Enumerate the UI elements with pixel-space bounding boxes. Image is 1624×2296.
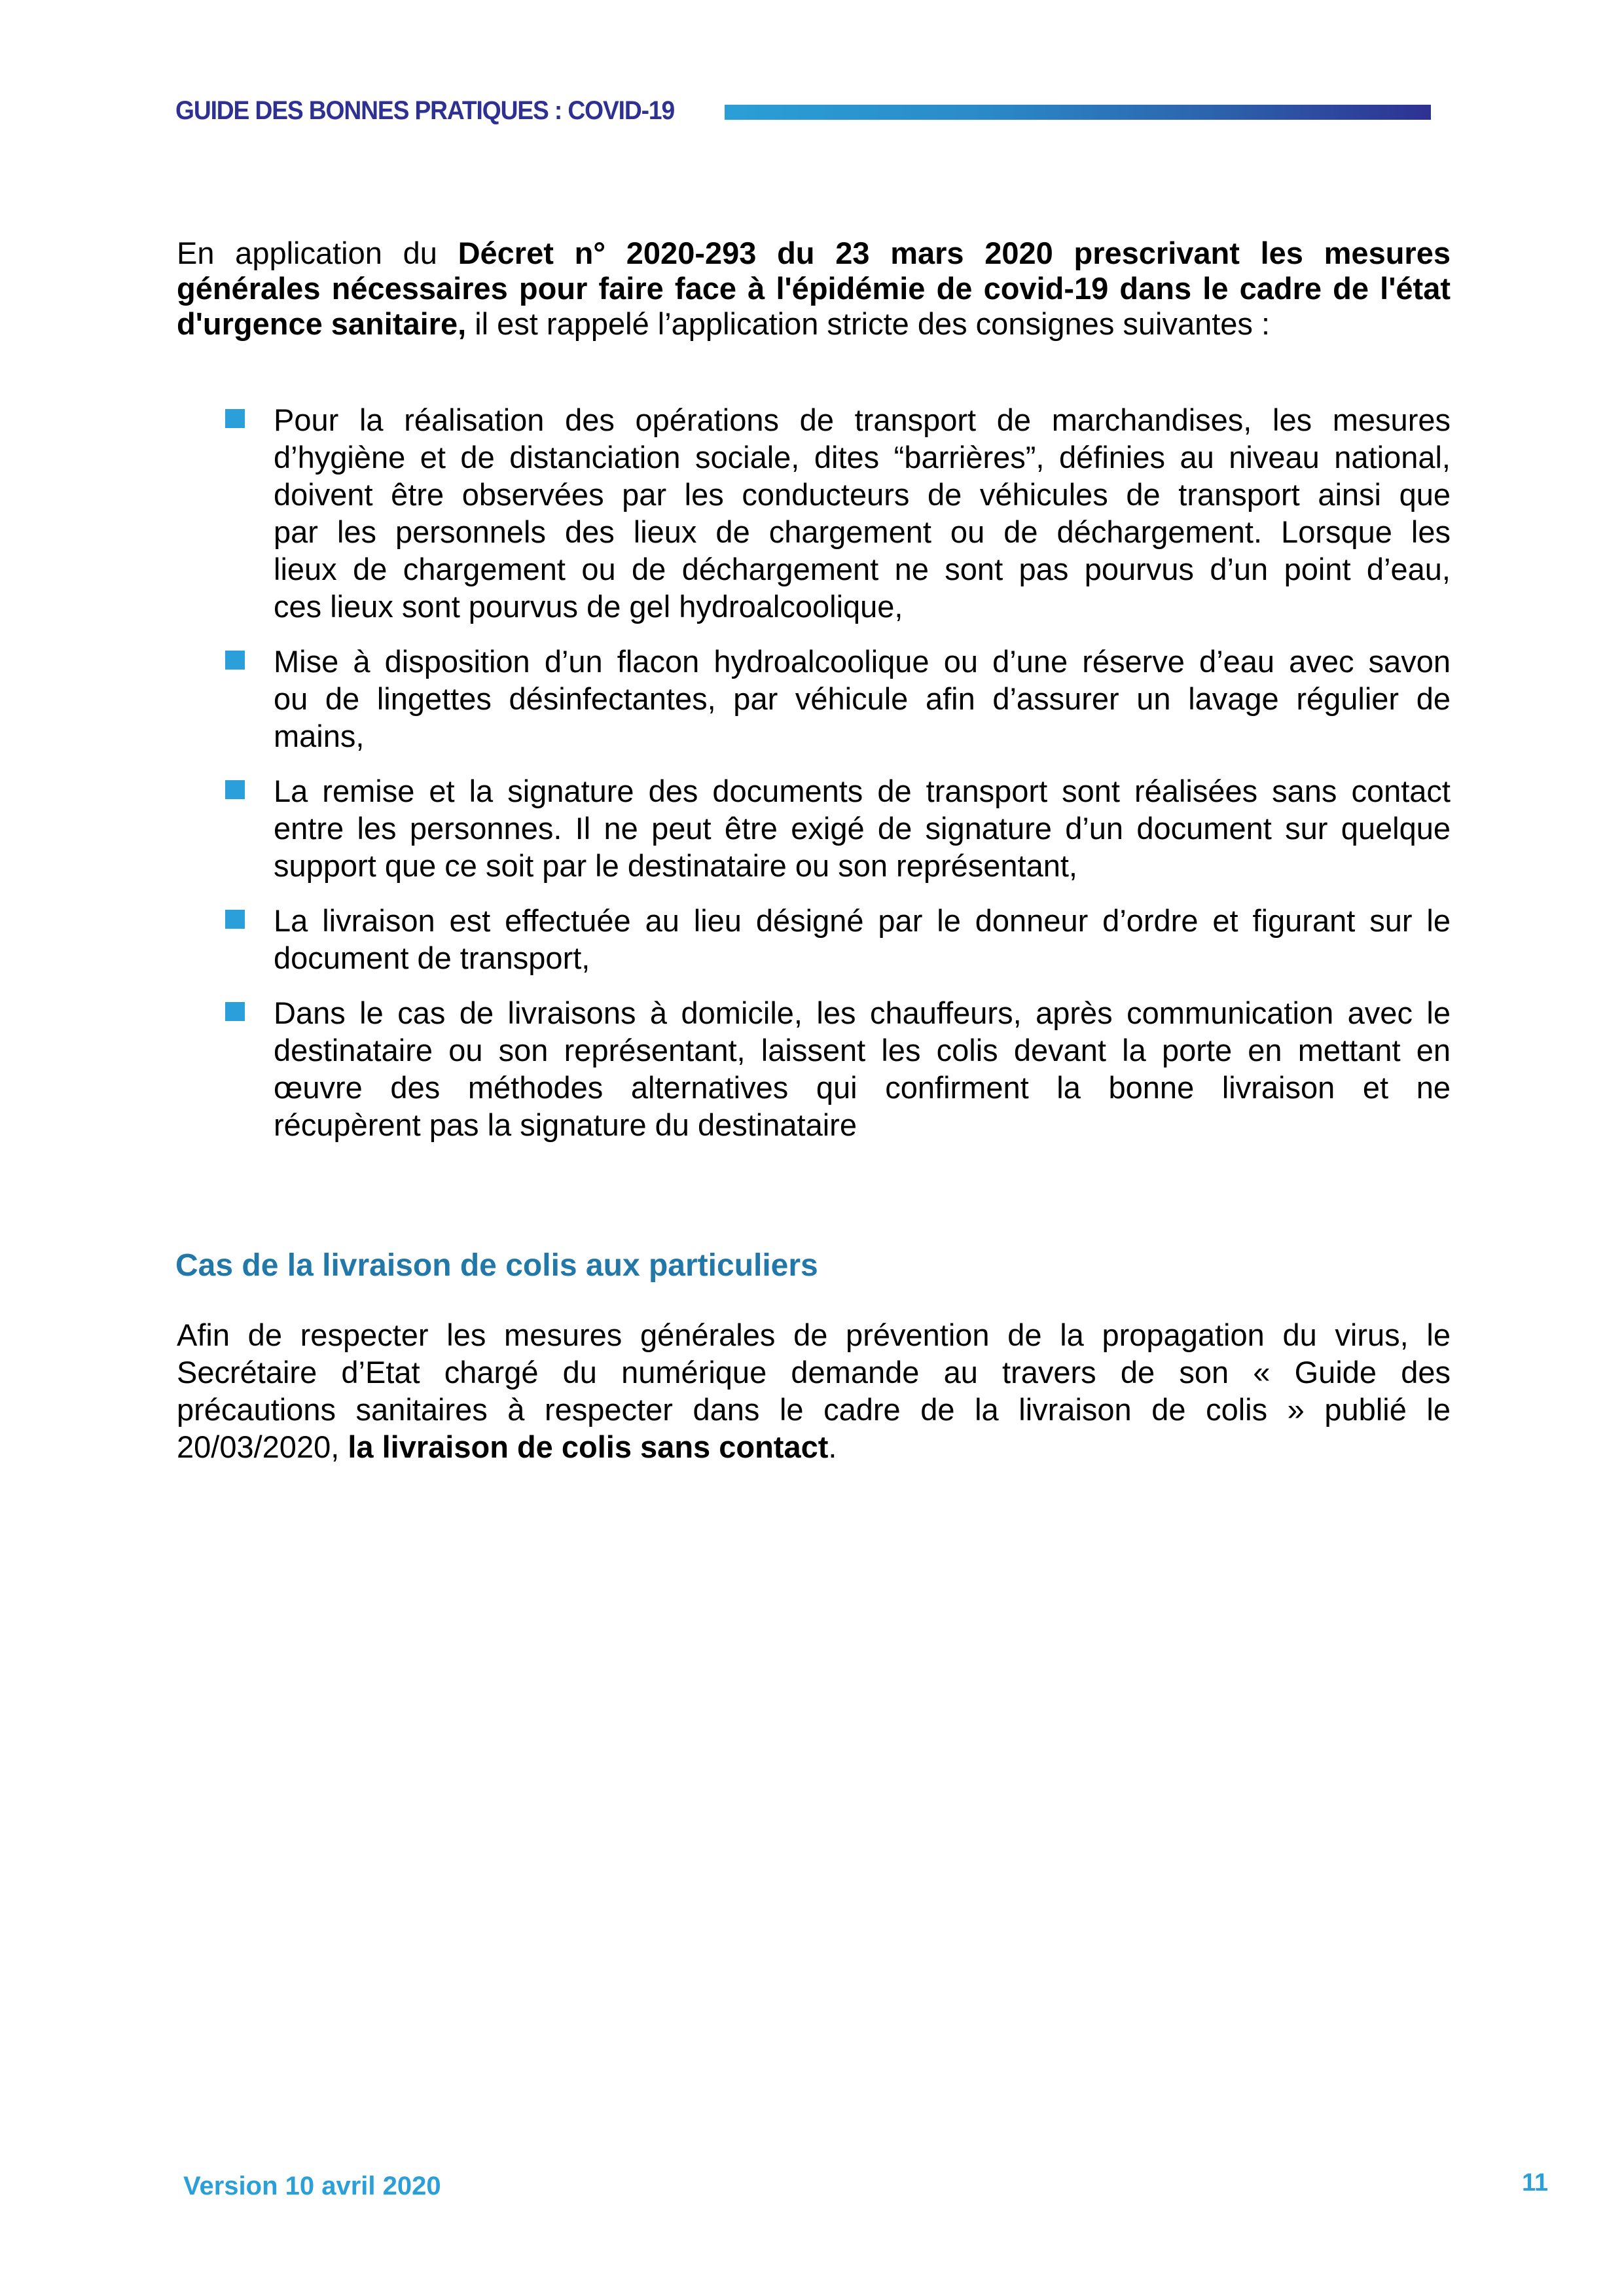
list-item-line: entre les personnes. Il ne peut être exigé de signature d’un document sur quelque (274, 811, 1451, 846)
list-item (225, 643, 1451, 755)
list-item-line: par les personnels des lieux de chargement ou de déchargement. Lorsque les (274, 514, 1451, 549)
paragraph-line (177, 1391, 1451, 1428)
paragraph-text: 20/03/2020, (177, 1429, 348, 1464)
page-number: 11 (1522, 2169, 1549, 2197)
list-item-line: ces lieux sont pourvus de gel hydroalcoolique, (274, 589, 903, 624)
paragraph-line (177, 1354, 1451, 1391)
paragraph-text: Afin de respecter les mesures générales de prévention de la propagation du virus, le (177, 1318, 1451, 1352)
intro-text: En application du (177, 236, 458, 270)
square-bullet-icon (225, 780, 245, 799)
paragraph-line (177, 1428, 1451, 1465)
emphasis-text: la livraison de colis sans contact (348, 1429, 829, 1464)
list-item-line: lieux de chargement ou de déchargement ne sont pas pourvus d’un point d’eau, (274, 552, 1451, 586)
list-item-line: œuvre des méthodes alternatives qui confirment la bonne livraison et ne (274, 1070, 1451, 1105)
list-item (225, 902, 1451, 977)
list-item-line: support que ce soit par le destinataire ou son représentant, (274, 848, 1077, 883)
list-item-line: Mise à disposition d’un flacon hydroalcoolique ou d’une réserve d’eau avec savon (274, 644, 1451, 679)
section-paragraph (177, 1316, 1451, 1465)
paragraph-text: précautions sanitaires à respecter dans le cadre de la livraison de colis » publié le (177, 1392, 1451, 1427)
square-bullet-icon (225, 1002, 245, 1021)
list-item-line: Pour la réalisation des opérations de transport de marchandises, les mesures (274, 403, 1451, 437)
square-bullet-icon (225, 910, 245, 929)
list-item-line: La remise et la signature des documents de transport sont réalisées sans contact (274, 774, 1451, 808)
list-item-line: La livraison est effectuée au lieu désigné par le donneur d’ordre et figurant sur le (274, 903, 1451, 938)
decree-reference: d'urgence sanitaire, (177, 306, 467, 341)
list-item-line: mains, (274, 719, 365, 753)
list-item-line: document de transport, (274, 941, 590, 975)
section-heading: Cas de la livraison de colis aux particuliers (175, 1248, 818, 1283)
header-gradient-bar (725, 105, 1431, 120)
paragraph-text: Secrétaire d’Etat chargé du numérique demande au travers de son « Guide des (177, 1355, 1451, 1390)
square-bullet-icon (225, 409, 245, 428)
measures-list (225, 401, 1451, 1161)
list-item-line: d’hygiène et de distanciation sociale, dites “barrières”, définies au niveau national, (274, 440, 1451, 475)
list-item (225, 401, 1451, 625)
decree-reference: Décret n° 2020-293 du 23 mars 2020 prescrivant les mesures (458, 236, 1451, 270)
intro-line (177, 306, 1451, 342)
list-item (225, 994, 1451, 1143)
intro-paragraph (177, 236, 1451, 342)
running-header-title: GUIDE DES BONNES PRATIQUES : COVID-19 (175, 96, 675, 125)
list-item-line: Dans le cas de livraisons à domicile, les chauffeurs, après communication avec le (274, 996, 1451, 1030)
square-bullet-icon (225, 651, 245, 670)
list-item-line: doivent être observées par les conducteurs de véhicules de transport ainsi que (274, 477, 1451, 512)
list-item (225, 772, 1451, 884)
list-item-line: destinataire ou son représentant, laissent les colis devant la porte en mettant en (274, 1033, 1451, 1067)
footer-version: Version 10 avril 2020 (183, 2172, 441, 2200)
paragraph-text: . (828, 1429, 837, 1464)
intro-line (177, 236, 1451, 271)
list-item-line: récupèrent pas la signature du destinataire (274, 1107, 857, 1142)
list-item-line: ou de lingettes désinfectantes, par véhicule afin d’assurer un lavage régulier de (274, 681, 1451, 716)
decree-reference: générales nécessaires pour faire face à l'épidémie de covid-19 dans le cadre de l'état (177, 271, 1451, 306)
paragraph-line (177, 1316, 1451, 1354)
intro-line (177, 271, 1451, 306)
intro-text: il est rappelé l’application stricte des consignes suivantes : (466, 306, 1271, 341)
